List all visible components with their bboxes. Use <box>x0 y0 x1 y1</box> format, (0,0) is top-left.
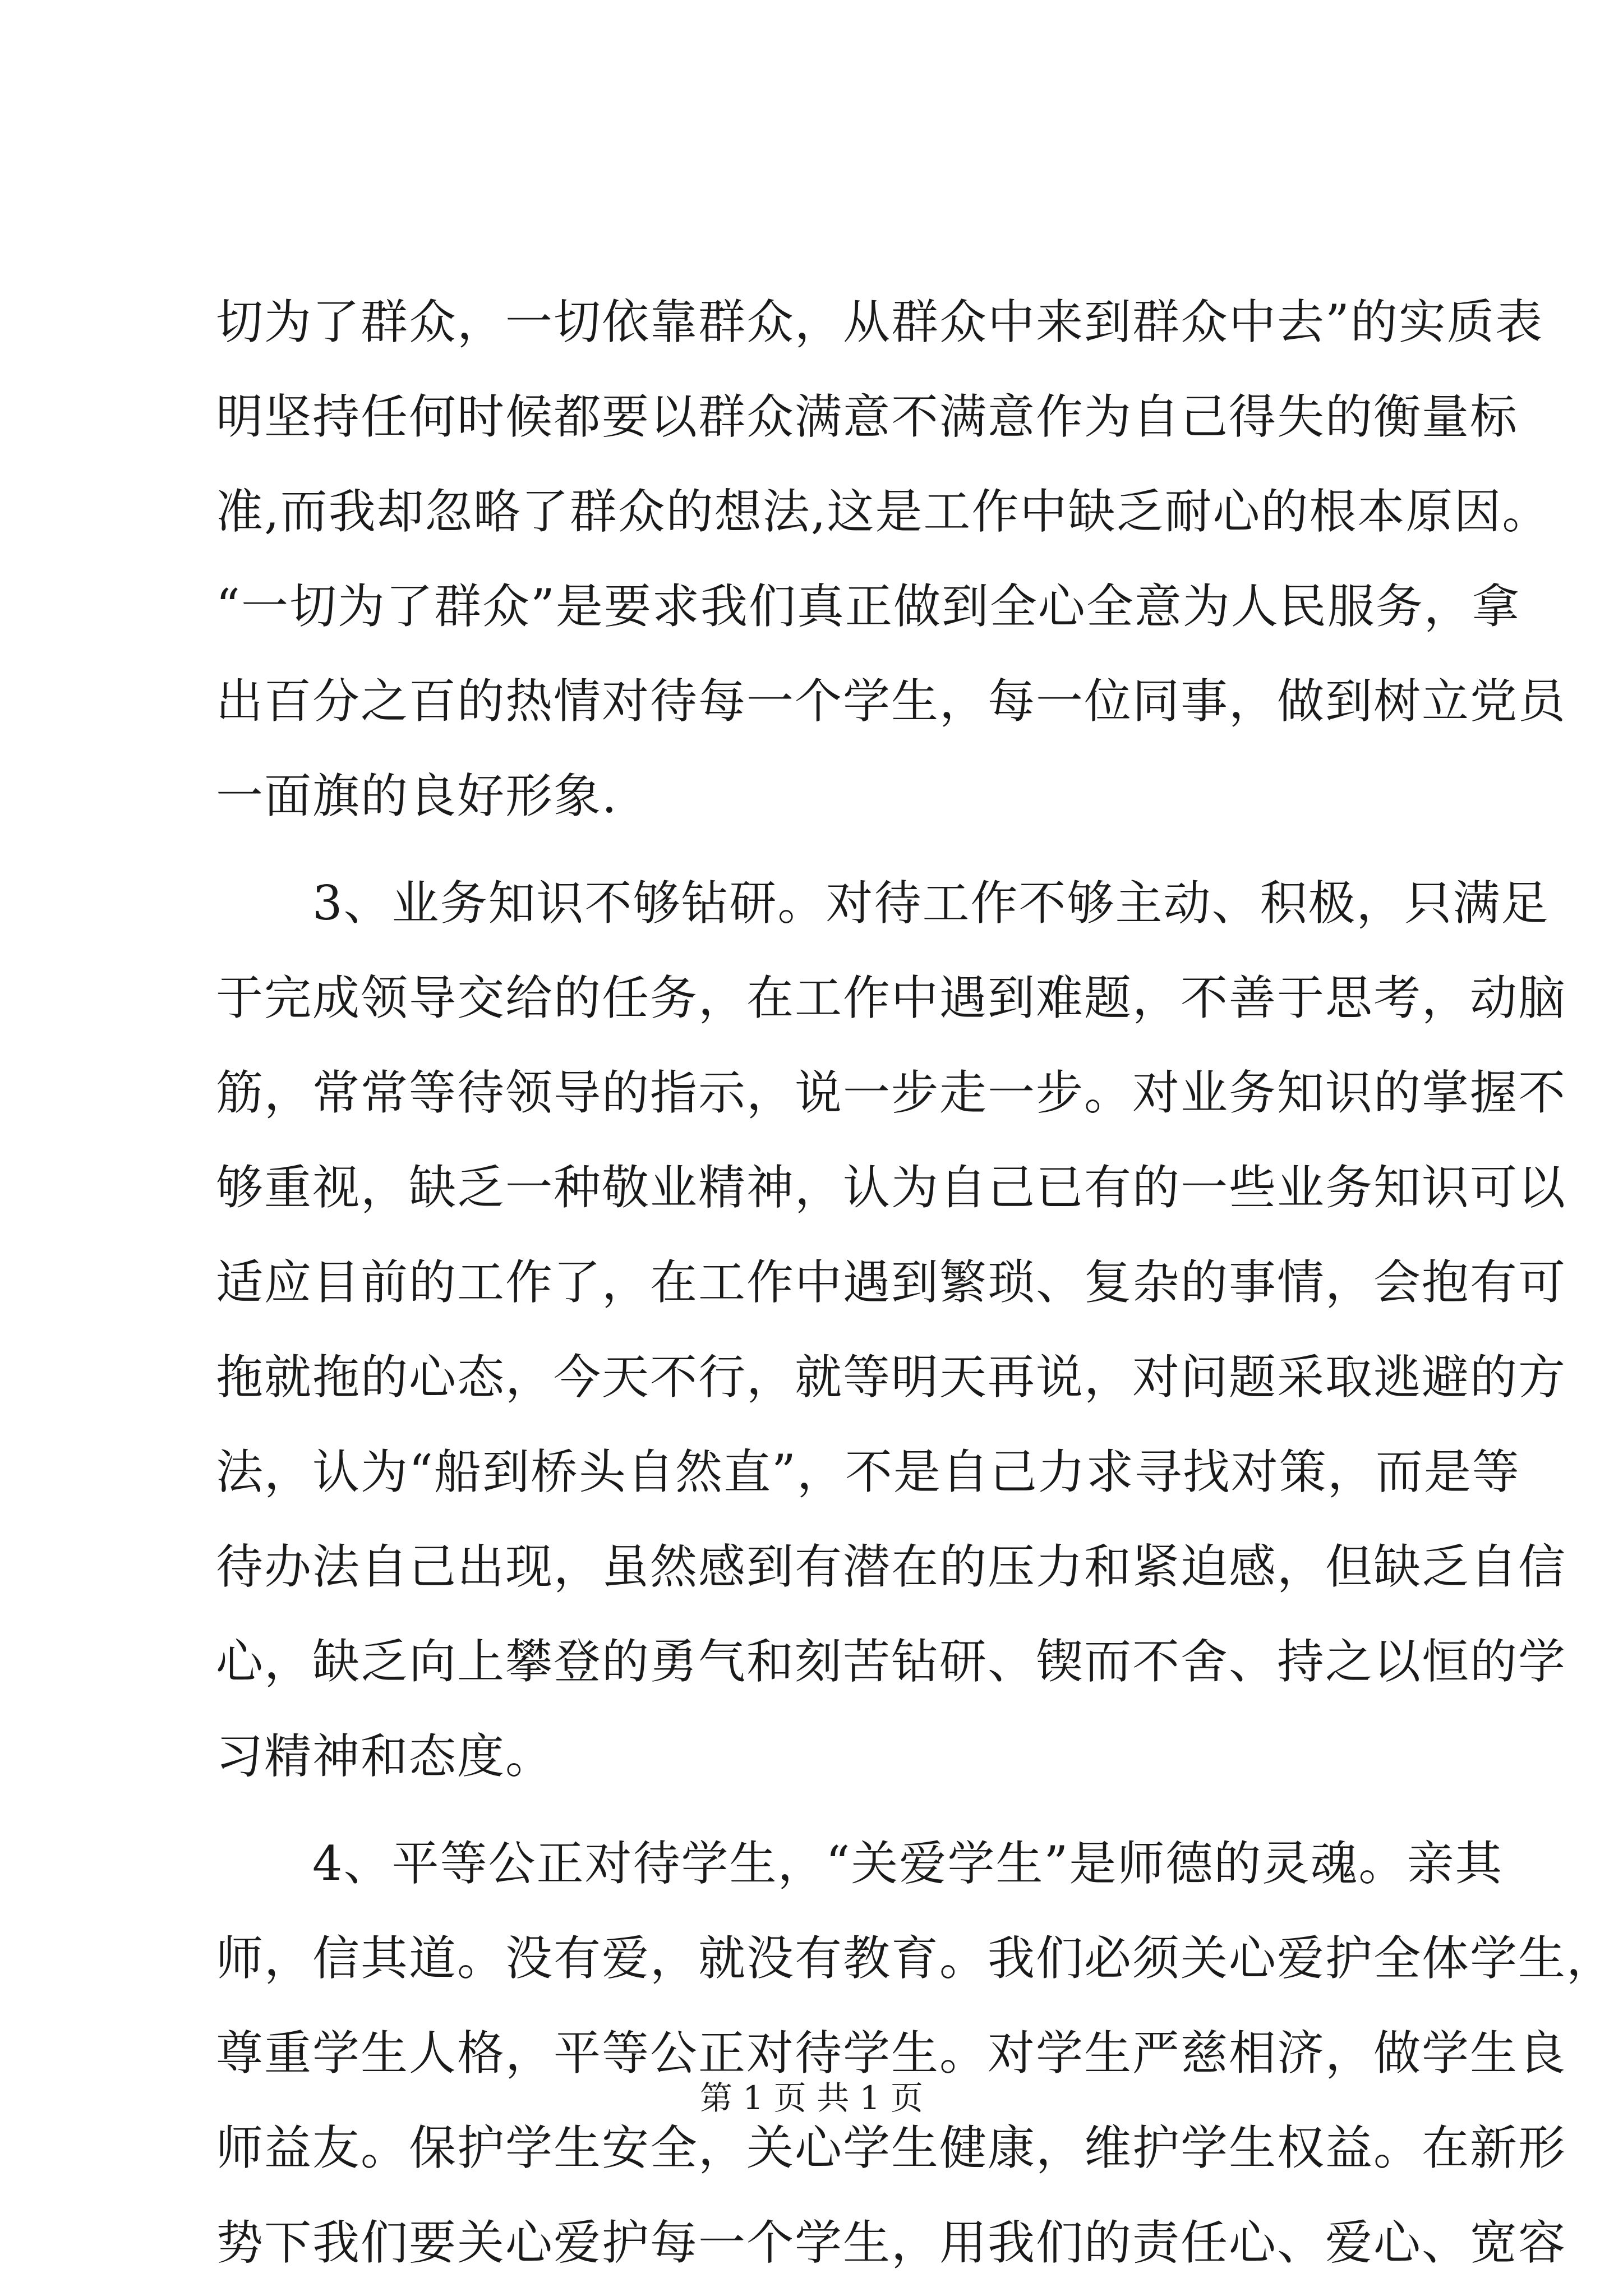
text-line-19: 尊重学生人格，平等公正对待学生。对学生严慈相济，做学生良 <box>216 2026 1567 2081</box>
text-line-8: 于完成领导交给的任务，在工作中遇到难题，不善于思考，动脑 <box>216 970 1567 1025</box>
paragraph-gap <box>216 1804 1438 1816</box>
paragraph-gap <box>216 844 1438 856</box>
text-line-21: 势下我们要关心爱护每一个学生，用我们的责任心、爱心、宽容 <box>216 2215 1567 2270</box>
text-line-9: 筋，常常等待领导的指示，说一步走一步。对业务知识的掌握不 <box>216 1065 1567 1120</box>
text-line-3: 准,而我却忽略了群众的想法,这是工作中缺乏耐心的根本原因。 <box>216 484 1551 539</box>
text-line-6: 一面旗的良好形象. <box>216 769 618 823</box>
text-line-1: 切为了群众，一切依靠群众，从群众中来到群众中去”的实质表 <box>216 295 1543 349</box>
text-line-4: “一切为了群众”是要求我们真正做到全心全意为人民服务，拿 <box>216 579 1520 634</box>
text-line-16: 习精神和态度。 <box>216 1729 554 1784</box>
text-line-7: 3、业务知识不够钻研。对待工作不够主动、积极，只满足 <box>216 876 1550 931</box>
text-line-2: 明坚持任何时候都要以群众满意不满意作为自己得失的衡量标 <box>216 389 1519 444</box>
text-line-13: 法，认为“船到桥头自然直”，不是自己力求寻找对策，而是等 <box>216 1444 1520 1499</box>
text-line-20: 师益友。保护学生安全，关心学生健康，维护学生权益。在新形 <box>216 2120 1567 2175</box>
page-footer: 第 1 页 共 1 页 <box>700 2079 923 2117</box>
text-line-5: 出百分之百的热情对待每一个学生，每一位同事，做到树立党员 <box>216 674 1567 729</box>
text-line-15: 心，缺乏向上攀登的勇气和刻苦钻研、锲而不舍、持之以恒的学 <box>216 1634 1567 1689</box>
text-line-14: 待办法自己出现，虽然感到有潜在的压力和紧迫感，但缺乏自信 <box>216 1539 1567 1594</box>
text-line-12: 拖就拖的心态，今天不行，就等明天再说，对问题采取逃避的方 <box>216 1350 1567 1405</box>
text-line-11: 适应目前的工作了，在工作中遇到繁琐、复杂的事情，会抱有可 <box>216 1255 1567 1310</box>
text-line-10: 够重视，缺乏一种敬业精神，认为自己已有的一些业务知识可以 <box>216 1160 1567 1215</box>
document-body <box>216 275 1615 2290</box>
text-line-17: 4、平等公正对待学生，“关爱学生”是师德的灵魂。亲其 <box>216 1836 1504 1891</box>
text-line-18: 师，信其道。没有爱，就没有教育。我们必须关心爱护全体学生， <box>216 1931 1615 1986</box>
